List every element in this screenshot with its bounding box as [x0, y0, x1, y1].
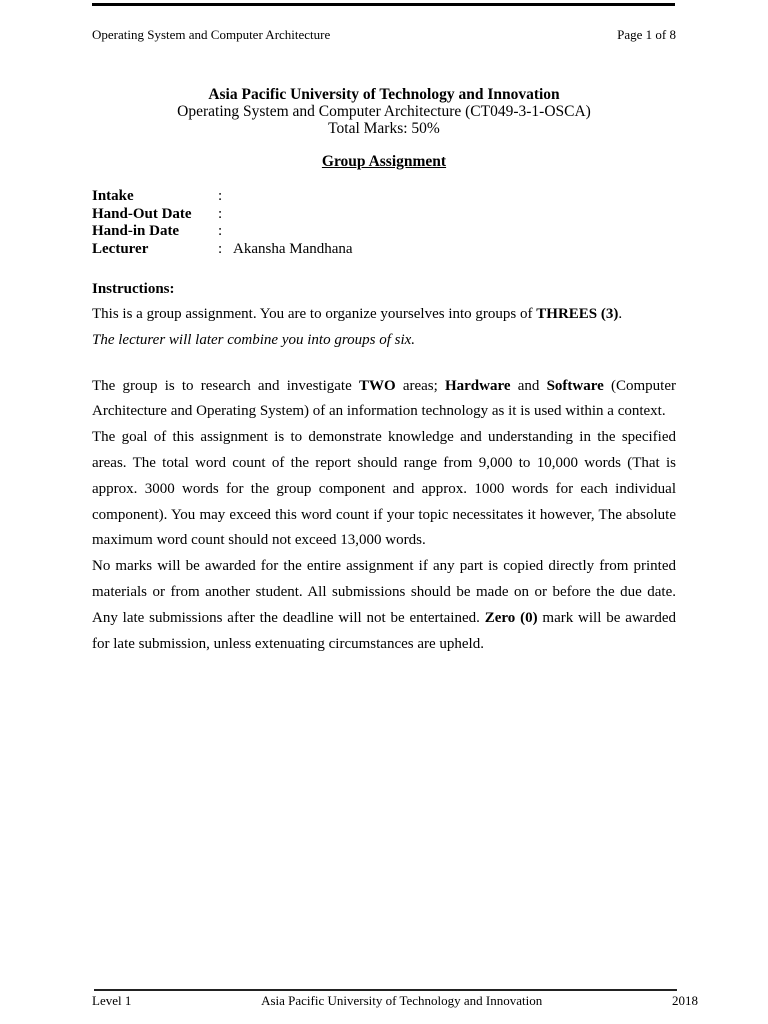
text-segment-bold: Zero (0): [484, 609, 538, 626]
table-row-hand-in-date: [92, 223, 676, 241]
document-body: [92, 86, 676, 657]
row-label: Hand-Out Date: [92, 205, 192, 222]
table-row-intake: [92, 188, 676, 206]
text-segment-bold: TWO: [358, 377, 396, 394]
header-course-title: Operating System and Computer Architecture: [92, 27, 331, 42]
row-separator: :: [218, 205, 223, 222]
row-separator: :: [218, 188, 223, 204]
footer-rule: [94, 989, 677, 991]
row-value: [233, 188, 676, 206]
text-segment: mark will be awarded for late submission, unless extenuating circumstances are upheld.: [92, 609, 676, 652]
university-name: Asia Pacific University of Technology and Innovation: [208, 86, 560, 103]
assignment-title: Group Assignment: [321, 153, 447, 170]
row-separator: :: [218, 223, 223, 239]
paragraph-group-instruction: [92, 302, 676, 328]
text-segment: No marks will be awarded for the entire assignment if any part is copied directly from printed materials or from another student. All submissions should be made on or before the due date. Any late submissions after the deadline will not be entertained.: [92, 558, 676, 626]
text-segment: .: [618, 306, 623, 322]
text-segment: and: [510, 377, 547, 394]
row-value: Akansha Mandhana: [233, 240, 353, 257]
row-value: [233, 223, 676, 241]
text-segment: (Computer Architecture and Operating System) of an information technology as it is used within a context.: [92, 377, 676, 420]
text-segment-bold: Software: [546, 377, 604, 394]
row-separator: :: [218, 240, 223, 257]
footer-year: 2018: [672, 993, 698, 1008]
text-segment: This is a group assignment. You are to organize yourselves into groups of: [92, 306, 537, 322]
text-segment-bold: Hardware: [444, 377, 511, 394]
module-name: Operating System and Computer Architecture (CT049-3-1-OSCA): [177, 103, 591, 120]
assignment-info-table: [92, 188, 676, 258]
row-label: Lecturer: [92, 240, 149, 257]
footer-level: Level 1: [92, 993, 132, 1008]
table-row-hand-out-date: [92, 206, 676, 224]
header-page-number: Page 1 of 8: [617, 27, 676, 42]
page-footer: [92, 993, 698, 1009]
text-segment-bold: THREES (3): [536, 306, 619, 322]
paragraph-plagiarism-policy: [92, 554, 676, 657]
paragraph-goal-word-count: The goal of this assignment is to demonstrate knowledge and understanding in the specified areas. The total word count of the report should range from 9,000 to 10,000 words (That is approx. 3000 words for the group component and approx. 1000 words for each individual component). You may exceed this word count if your topic necessitates it however, The absolute maximum word count should not exceed 13,000 words.: [92, 429, 676, 549]
footer-university: Asia Pacific University of Technology and Innovation: [261, 993, 543, 1008]
page-header: [92, 27, 676, 43]
instructions-heading: Instructions:: [92, 281, 175, 297]
text-segment: areas;: [395, 377, 445, 394]
row-label: Hand-in Date: [92, 223, 180, 239]
table-row-lecturer: [92, 241, 676, 259]
text-segment: The group is to research and investigate: [92, 377, 359, 394]
total-marks: Total Marks: 50%: [328, 120, 440, 137]
header-rule: [92, 3, 675, 6]
title-block: [92, 86, 676, 137]
paragraph-lecturer-note: The lecturer will later combine you into groups of six.: [92, 331, 416, 348]
row-value: [233, 206, 676, 224]
row-label: Intake: [92, 188, 134, 204]
paragraph-research-scope: [92, 374, 676, 426]
